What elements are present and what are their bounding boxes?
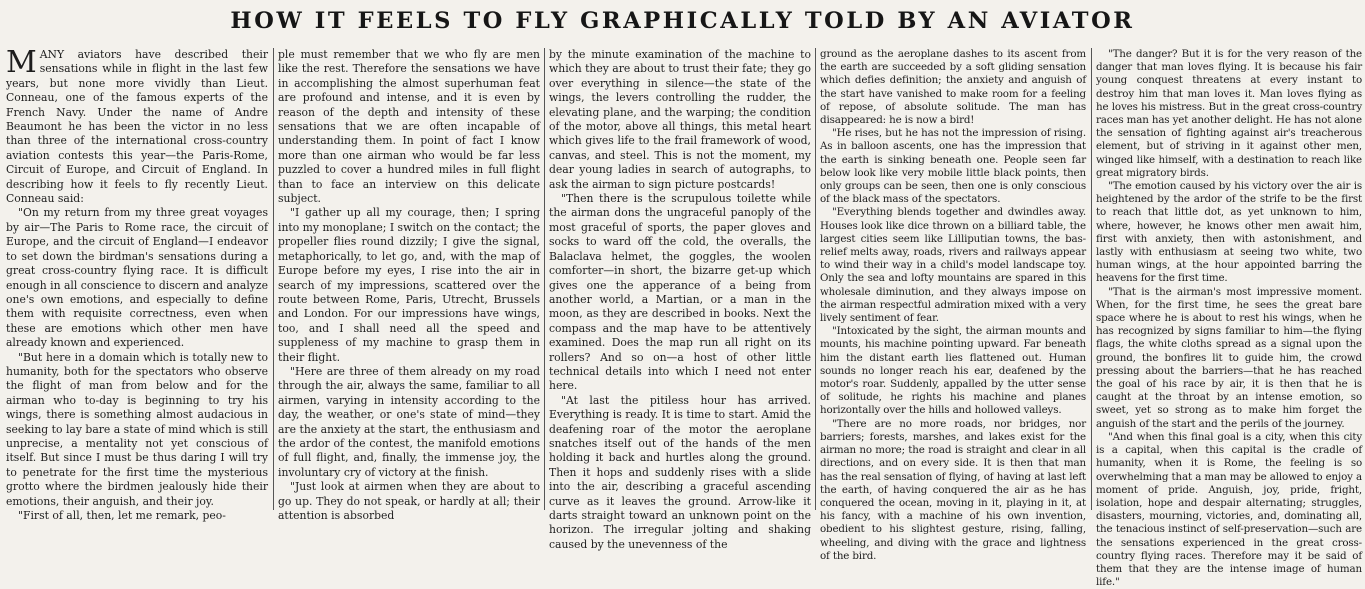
paragraph: "Everything blends together and dwindles away. Houses look like dice thrown on a billiard table, the largest cities seem like Lilliputian towns, the bas-relief melts away, roads, rivers and railways appear to wind their way in a child's model landscape toy. Only the sea and lofty mountains are spared in this wholesale diminution, and they always impose on the airman respectful admiration mixed with a very lively sentiment of fear. <box>820 206 1086 325</box>
paragraph: "Intoxicated by the sight, the airman mounts and mounts, his machine pointing upward. Far beneath him the distant earth lies flattened out. Human sounds no longer reach his ear, deafened by the motor's roar. Suddenly, appalled by the utter sense of solitude, he rights his machine and planes horizontally over the hills and hollowed valleys. <box>820 325 1086 417</box>
column-5 <box>1096 48 1362 589</box>
column-rule <box>815 48 816 510</box>
column-2 <box>278 48 540 522</box>
paragraph: "The emotion caused by his victory over the air is heightened by the ardor of the strife to be the first to reach that little dot, as yet unknown to him, where, however, he knows other men await him, first with anxiety, then with astonishment, and lastly with enthusiasm at seeing two white, two human wings, at the hour appointed barring the heavens for the first time. <box>1096 180 1362 285</box>
paragraph: "He rises, but he has not the impression of rising. As in balloon ascents, one has the impression that the earth is sinking beneath one. People seen far below look like very mobile little black points, then only groups can be seen, then one is only conscious of the black mass of the spectators. <box>820 127 1086 206</box>
drop-cap: M <box>6 45 37 80</box>
paragraph: ple must remember that we who fly are men like the rest. Therefore the sensations we have in accomplishing the almost superhuman feat are profound and intense, and it is even by reason of the depth and intensity of these sensations that we are often incapable of understanding them. In point of fact I know more than one airman who would be far less puzzled to cover a hundred miles in full flight than to face an interview on this delicate subject. <box>278 48 540 206</box>
headline: HOW IT FEELS TO FLY GRAPHICALLY TOLD BY AN AVIATOR <box>230 8 1135 34</box>
paragraph: "First of all, then, let me remark, peo- <box>18 509 226 522</box>
column-rule <box>273 48 274 510</box>
column-1 <box>6 45 268 522</box>
column-4 <box>820 48 1086 562</box>
paragraph: "There are no more roads, nor bridges, nor barriers; forests, marshes, and lakes exist for the airman no more; the road is straight and clear in all directions, and on every side. It is then that man has the real sensation of flying, of having at last left the earth, of having conquered the air as he has conquered the ocean, moving in it, playing in it, at his fancy, with a machine of his own invention, obedient to his slightest gesture, rising, falling, wheeling, and diving with the grace and lightness of the bird. <box>820 417 1086 562</box>
paragraph-text: ANY aviators have described their sensations while in flight in the last few years, but none more vividly than Lieut. Conneau, one of the famous experts of the French Navy. Under the name of Andre Beaumont he has been the victor in no less than three of the international cross-country aviation contests this year—the Paris-Rome, Circuit of Europe, and Circuit of England. In describing how it feels to fly recently Lieut. Conneau said: <box>6 48 268 206</box>
paragraph: "Just look at airmen when they are about to go up. They do not speak, or hardly at all; their attention is absorbed <box>278 480 540 522</box>
column-rule <box>1091 48 1092 510</box>
paragraph: "I gather up all my courage, then; I spring into my monoplane; I switch on the contact; the propeller flies round dizzily; I give the signal, metaphorically, to let go, and, with the map of Europe before my eyes, I rise into the air in search of my impressions, scattered over the route between Rome, Paris, Utrecht, Brussels and London. For our impressions have wings, too, and I shall need all the speed and suppleness of my machine to grasp them in their flight. <box>278 206 540 364</box>
paragraph: "At last the pitiless hour has arrived. Everything is ready. It is time to start. Amid the deafening roar of the motor the aeroplane snatches itself out of the hands of the men holding it back and hurtles along the ground. Then it hops and suddenly rises with a slide into the air, describing a graceful ascending curve as it leaves the ground. Arrow-like it darts straight toward an unknown point on the horizon. The irregular jolting and shaking caused by the unevenness of the <box>549 393 811 551</box>
column-3 <box>549 48 811 551</box>
paragraph <box>6 45 268 206</box>
paragraph: "Then there is the scrupulous toilette while the airman dons the ungraceful panoply of the most graceful of sports, the paper gloves and socks to ward off the cold, the overalls, the Balaclava helmet, the goggles, the woolen comforter—in short, the bizarre get-up which gives one the apperance of a being from another world, a Martian, or a man in the moon, as they are described in books. Next the compass and the map have to be attentively examined. Does the map run all right on its rollers? And so on—a host of other little technical details into which I need not enter here. <box>549 192 811 393</box>
paragraph: "That is the airman's most impressive moment. When, for the first time, he sees the great bare space where he is about to rest his wings, when he has recognized by signs familiar to him—the flying flags, the white cloths spread as a signal upon the ground, the bonfires lit to guide him, the crowd pressing about the barriers—that he has reached the goal of his race by air, it is then that he is caught at the throat by an intense emotion, so sweet, yet so strong as to make him forget the anguish of the start and the perils of the journey. <box>1096 285 1362 430</box>
paragraph: ground as the aeroplane dashes to its ascent from the earth are succeeded by a soft gliding sensation which defies definition; the anxiety and anguish of the start have vanished to make room for a feeling of repose, of absolute solitude. The man has disappeared: he is now a bird! <box>820 48 1086 127</box>
paragraph: "The danger? But it is for the very reason of the danger that man loves flying. It is because his fair young conquest threatens at every instant to destroy him that man loves it. Man loves flying as he loves his mistress. But in the great cross-country races man has yet another delight. He has not alone the sensation of fighting against air's treacherous element, but of striving in it against other men, winged like himself, with a destination to reach like great migratory birds. <box>1096 48 1362 179</box>
paragraph: "On my return from my three great voyages by air—The Paris to Rome race, the circuit of Europe, and the circuit of England—I endeavor to set down the birdman's sensations during a great cross-country flying race. It is difficult enough in all conscience to discern and analyze one's own emotions, and especially to define them with requisite correctness, even when these are emotions which other men have already known and experienced. <box>6 206 268 350</box>
paragraph: by the minute examination of the machine to which they are about to trust their fate; they go over everything in silence—the state of the wings, the levers controlling the rudder, the elevating plane, and the warping; the condition of the motor, above all things, this metal heart which gives life to the frail framework of wood, canvas, and steel. This is not the moment, my dear young ladies in search of autographs, to ask the airman to sign picture postcards! <box>549 48 811 191</box>
paragraph: "Here are three of them already on my road through the air, always the same, familiar to all airmen, varying in intensity according to the day, the weather, or one's state of mind—they are the anxiety at the start, the enthusiasm and the ardor of the contest, the manifold emotions of full flight, and, finally, the immense joy, the involuntary cry of victory at the finish. <box>278 364 540 479</box>
paragraph: "And when this final goal is a city, when this city is a capital, when this capital is the cradle of humanity, when it is Rome, the feeling is so overwhelming that a man may be allowed to enjoy a moment of pride. Anguish, joy, pride, fright, isolation, hope and despair alternating; struggles, disasters, mourning, victories, and, dominating all, the tenacious instinct of self-preservation—such are the sensations experienced in the great cross-country flying races. Therefore may it be said of them that they are the intense image of human life." <box>1096 430 1362 589</box>
article-body <box>0 45 1365 589</box>
paragraph: "But here in a domain which is totally new to humanity, both for the spectators who observe the flight of man from below and for the airman who to-day is beginning to try his wings, there is something almost audacious in seeking to lay bare a state of mind which is still unprecise, a mentality not yet conscious of itself. But since I must be thus daring I will try to penetrate for the first time the mysterious grotto where the birdmen jealously hide their emotions, their anguish, and their joy. <box>6 350 268 508</box>
column-rule <box>544 48 545 510</box>
